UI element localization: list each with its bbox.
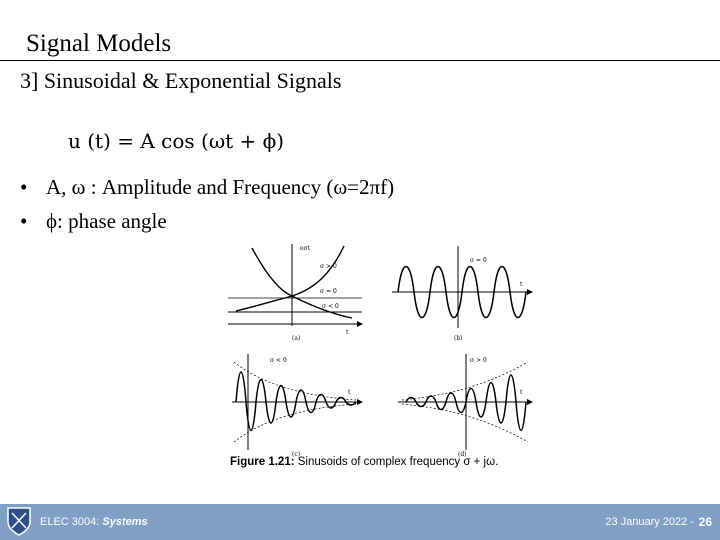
caption-label: Figure 1.21: <box>230 456 295 468</box>
panel-d-label: (d) <box>458 451 467 458</box>
panel-b <box>392 246 532 342</box>
label-sigma-lt0: σ < 0 <box>270 357 287 364</box>
sinusoid-figure <box>222 236 542 476</box>
bullet-marker: • <box>20 209 28 233</box>
panel-c-label: (c) <box>292 451 301 458</box>
slide-subtitle: 3] Sinusoidal & Exponential Signals <box>20 68 342 93</box>
page-number: 26 <box>698 515 712 529</box>
bullet-marker: • <box>20 175 28 199</box>
label-sigma-lt0: σ < 0 <box>322 303 339 310</box>
title-divider <box>0 60 720 61</box>
upper-envelope <box>234 362 356 400</box>
bullet-text: A, ω : Amplitude and Frequency (ω=2πf) <box>46 175 395 199</box>
growing-exponential <box>236 246 344 311</box>
course-code: ELEC 3004: <box>40 516 103 528</box>
label-sigma-eq0: σ = 0 <box>320 288 337 295</box>
panel-d <box>398 354 532 458</box>
panel-a <box>228 244 362 342</box>
bullet-text: ϕ: phase angle <box>46 209 167 233</box>
bullet-item <box>20 170 394 204</box>
bullet-list <box>20 170 394 238</box>
label-t: t <box>520 281 523 288</box>
panel-c <box>232 354 362 458</box>
label-t: t <box>348 389 351 396</box>
label-sigma-gt0: σ > 0 <box>470 357 487 364</box>
sinusoid-equation <box>68 124 328 158</box>
damped-sinusoid <box>236 372 356 431</box>
figure-caption <box>230 456 498 468</box>
label-t: t <box>346 329 349 336</box>
university-crest-icon <box>6 506 32 536</box>
course-name: Systems <box>102 516 148 528</box>
slide-title: Signal Models <box>26 30 172 57</box>
label-sigma-eq0: σ = 0 <box>470 257 487 264</box>
caption-text: Sinusoids of complex frequency σ + jω. <box>297 456 499 468</box>
equation-text: u (t) = A cos (ωt + ϕ) <box>68 129 285 153</box>
footer-course <box>40 516 148 528</box>
panel-b-label: (b) <box>454 335 463 342</box>
footer-date: 23 January 2022 - <box>605 516 694 528</box>
label-t: t <box>520 389 523 396</box>
panel-a-label: (a) <box>292 335 301 342</box>
label-e-sigma-t: eσt <box>300 245 311 252</box>
label-sigma-gt0: σ > 0 <box>320 263 337 270</box>
bullet-item <box>20 204 394 238</box>
lower-envelope <box>402 404 528 442</box>
